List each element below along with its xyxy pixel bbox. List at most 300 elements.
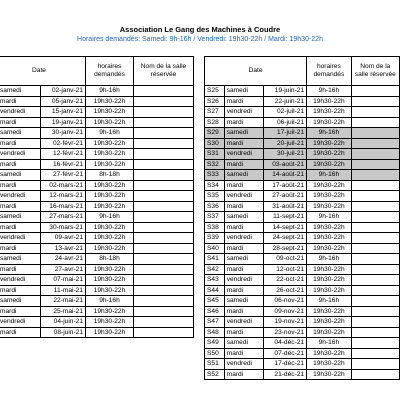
table-row [205, 306, 400, 317]
day-cell: mardi [224, 159, 263, 170]
horaires-cell: 19h30-22h [86, 201, 134, 212]
date-cell: 04-déc-21 [263, 338, 306, 349]
date-cell: 13-avr-21 [41, 243, 86, 254]
date-cell: 02-mars-21 [41, 180, 86, 191]
salle-cell [134, 159, 194, 170]
table-row [0, 180, 194, 191]
day-cell: samedi [0, 86, 41, 97]
header-date: Date [205, 57, 307, 86]
horaires-cell: 19h30-22h [307, 191, 352, 202]
day-cell: mardi [0, 96, 41, 107]
horaires-cell: 19h30-22h [307, 138, 352, 149]
session-cell: S44 [205, 285, 225, 296]
table-row [0, 233, 194, 244]
date-cell: 28-sept-21 [263, 243, 306, 254]
horaires-cell: 8h-18h [86, 170, 134, 181]
horaires-cell: 8h-18h [86, 254, 134, 265]
session-cell: S40 [205, 243, 225, 254]
day-cell: mardi [0, 306, 41, 317]
date-cell: 09-avr-21 [41, 233, 86, 244]
table-header-row [0, 57, 194, 86]
horaires-cell: 19h30-22h [307, 180, 352, 191]
table-row [205, 159, 400, 170]
salle-cell [351, 306, 399, 317]
horaires-cell: 19h30-22h [86, 117, 134, 128]
date-cell: 16-févr-21 [41, 159, 86, 170]
salle-cell [134, 191, 194, 202]
salle-cell [134, 264, 194, 275]
salle-cell [351, 222, 399, 233]
day-cell: samedi [224, 170, 263, 181]
day-cell: mardi [224, 222, 263, 233]
table-row [205, 201, 400, 212]
horaires-cell: 19h30-22h [307, 107, 352, 118]
horaires-cell: 19h30-22h [307, 359, 352, 370]
date-cell: 17-juil-21 [263, 128, 306, 139]
horaires-cell: 9h-16h [307, 170, 352, 181]
session-cell: S47 [205, 317, 225, 328]
table-row [0, 159, 194, 170]
table-row [205, 317, 400, 328]
day-cell: vendredi [224, 233, 263, 244]
day-cell: vendredi [0, 233, 41, 244]
table-row [205, 149, 400, 160]
table-row [205, 243, 400, 254]
horaires-cell: 19h30-22h [86, 107, 134, 118]
table-row [205, 264, 400, 275]
salle-cell [351, 212, 399, 223]
horaires-cell: 9h-16h [86, 86, 134, 97]
table-header-row [205, 57, 400, 86]
salle-cell [351, 170, 399, 181]
horaires-cell: 19h30-22h [307, 264, 352, 275]
salle-cell [351, 180, 399, 191]
salle-cell [134, 117, 194, 128]
date-cell: 05-janv-21 [41, 96, 86, 107]
salle-cell [134, 180, 194, 191]
table-row [0, 254, 194, 265]
salle-cell [351, 243, 399, 254]
day-cell: vendredi [0, 275, 41, 286]
date-cell: 20-juil-21 [263, 138, 306, 149]
header-horaires: horaires demandés [307, 57, 352, 86]
horaires-cell: 19h30-22h [307, 149, 352, 160]
day-cell: mardi [224, 96, 263, 107]
salle-cell [134, 138, 194, 149]
horaires-cell: 19h30-22h [307, 275, 352, 286]
horaires-cell: 19h30-22h [307, 96, 352, 107]
horaires-cell: 19h30-22h [307, 201, 352, 212]
horaires-cell: 9h-16h [307, 86, 352, 97]
horaires-cell: 19h30-22h [86, 275, 134, 286]
session-cell: S43 [205, 275, 225, 286]
day-cell: mardi [0, 243, 41, 254]
salle-cell [134, 222, 194, 233]
day-cell: vendredi [224, 317, 263, 328]
day-cell: mardi [0, 264, 41, 275]
date-cell: 02-juil-21 [263, 107, 306, 118]
date-cell: 14-sept-21 [263, 222, 306, 233]
date-cell: 11-mai-21 [41, 285, 86, 296]
day-cell: mardi [224, 327, 263, 338]
date-cell: 09-nov-21 [263, 306, 306, 317]
salle-cell [134, 96, 194, 107]
table-row [0, 86, 194, 97]
session-cell: S29 [205, 128, 225, 139]
table-row [205, 348, 400, 359]
session-cell: S37 [205, 212, 225, 223]
table-row [205, 96, 400, 107]
header-salle: Nom de la salle réservée [351, 57, 399, 86]
date-cell: 27-août-21 [263, 191, 306, 202]
session-cell: S41 [205, 254, 225, 265]
horaires-cell: 19h30-22h [86, 149, 134, 160]
salle-cell [134, 86, 194, 97]
date-cell: 17-déc-21 [263, 359, 306, 370]
salle-cell [134, 285, 194, 296]
document-title: Association Le Gang des Machines à Coudre [119, 25, 281, 34]
day-cell: mardi [224, 348, 263, 359]
date-cell: 27-févr-21 [41, 170, 86, 181]
session-cell: S28 [205, 117, 225, 128]
salle-cell [351, 348, 399, 359]
salle-cell [351, 264, 399, 275]
table-row [205, 222, 400, 233]
salle-cell [351, 233, 399, 244]
header-salle: Nom de la salle réservée [134, 57, 194, 86]
table-row [0, 327, 194, 338]
session-cell: S25 [205, 86, 225, 97]
table-row [205, 254, 400, 265]
horaires-cell: 19h30-22h [86, 233, 134, 244]
table-row [205, 117, 400, 128]
table-row [205, 180, 400, 191]
session-cell: S50 [205, 348, 225, 359]
table-row [0, 212, 194, 223]
salle-cell [351, 191, 399, 202]
date-cell: 16-mars-21 [41, 201, 86, 212]
session-cell: S27 [205, 107, 225, 118]
horaires-cell: 19h30-22h [307, 285, 352, 296]
table-row [205, 296, 400, 307]
schedule-body-left [0, 86, 194, 338]
day-cell: mardi [0, 201, 41, 212]
day-cell: samedi [0, 170, 41, 181]
date-cell: 11-sept-21 [263, 212, 306, 223]
day-cell: vendredi [0, 149, 41, 160]
horaires-cell: 19h30-22h [86, 306, 134, 317]
table-row [0, 138, 194, 149]
session-cell: S32 [205, 159, 225, 170]
horaires-cell: 19h30-22h [86, 317, 134, 328]
day-cell: samedi [224, 296, 263, 307]
schedule-body-right [205, 86, 400, 380]
salle-cell [351, 107, 399, 118]
day-cell: mardi [224, 117, 263, 128]
salle-cell [351, 285, 399, 296]
horaires-cell: 9h-16h [307, 212, 352, 223]
date-cell: 19-juin-21 [263, 86, 306, 97]
salle-cell [351, 369, 399, 380]
day-cell: samedi [0, 212, 41, 223]
horaires-cell: 9h-16h [86, 212, 134, 223]
table-row [205, 107, 400, 118]
salle-cell [134, 212, 194, 223]
horaires-cell: 9h-16h [86, 128, 134, 139]
salle-cell [351, 138, 399, 149]
horaires-cell: 19h30-22h [86, 138, 134, 149]
session-cell: S26 [205, 96, 225, 107]
horaires-cell: 19h30-22h [307, 243, 352, 254]
date-cell: 06-nov-21 [263, 296, 306, 307]
horaires-cell: 19h30-22h [86, 243, 134, 254]
day-cell: vendredi [224, 107, 263, 118]
session-cell: S48 [205, 327, 225, 338]
date-cell: 23-nov-21 [263, 327, 306, 338]
table-row [0, 117, 194, 128]
day-cell: samedi [224, 128, 263, 139]
session-cell: S51 [205, 359, 225, 370]
day-cell: mardi [0, 138, 41, 149]
salle-cell [134, 170, 194, 181]
date-cell: 30-mars-21 [41, 222, 86, 233]
session-cell: S33 [205, 170, 225, 181]
horaires-cell: 19h30-22h [307, 222, 352, 233]
date-cell: 22-oct-21 [263, 275, 306, 286]
day-cell: vendredi [224, 149, 263, 160]
horaires-cell: 19h30-22h [307, 327, 352, 338]
salle-cell [134, 306, 194, 317]
table-row [205, 369, 400, 380]
horaires-cell: 19h30-22h [307, 306, 352, 317]
horaires-cell: 9h-16h [307, 128, 352, 139]
date-cell: 19-janv-21 [41, 117, 86, 128]
table-row [0, 96, 194, 107]
salle-cell [351, 254, 399, 265]
day-cell: mardi [224, 180, 263, 191]
day-cell: vendredi [224, 275, 263, 286]
session-cell: S30 [205, 138, 225, 149]
day-cell: mardi [224, 285, 263, 296]
document-subtitle: Horaires demandés: Samedi: 9h-16h / Vendredi: 19h30-22h / Mardi: 19h30-22h [77, 36, 323, 43]
day-cell: mardi [224, 306, 263, 317]
salle-cell [351, 275, 399, 286]
table-row [205, 338, 400, 349]
salle-cell [134, 201, 194, 212]
day-cell: mardi [0, 159, 41, 170]
horaires-cell: 19h30-22h [86, 180, 134, 191]
day-cell: samedi [224, 338, 263, 349]
table-row [0, 296, 194, 307]
date-cell: 07-déc-21 [263, 348, 306, 359]
table-row [205, 275, 400, 286]
day-cell: samedi [224, 212, 263, 223]
horaires-cell: 19h30-22h [86, 191, 134, 202]
salle-cell [134, 107, 194, 118]
table-row [0, 201, 194, 212]
table-row [205, 86, 400, 97]
session-cell: S46 [205, 306, 225, 317]
day-cell: samedi [224, 254, 263, 265]
table-row [0, 149, 194, 160]
table-row [205, 170, 400, 181]
salle-cell [351, 296, 399, 307]
date-cell: 02-févr-21 [41, 138, 86, 149]
date-cell: 03-août-21 [263, 159, 306, 170]
date-cell: 17-août-21 [263, 180, 306, 191]
salle-cell [351, 128, 399, 139]
date-cell: 15-janv-21 [41, 107, 86, 118]
date-cell: 21-déc-21 [263, 369, 306, 380]
salle-cell [351, 327, 399, 338]
session-cell: S35 [205, 191, 225, 202]
day-cell: vendredi [224, 191, 263, 202]
horaires-cell: 19h30-22h [307, 369, 352, 380]
day-cell: mardi [224, 369, 263, 380]
date-cell: 09-oct-21 [263, 254, 306, 265]
day-cell: samedi [0, 128, 41, 139]
salle-cell [134, 149, 194, 160]
salle-cell [351, 359, 399, 370]
date-cell: 31-août-21 [263, 201, 306, 212]
table-row [205, 285, 400, 296]
session-cell: S38 [205, 222, 225, 233]
date-cell: 22-mai-21 [41, 296, 86, 307]
day-cell: vendredi [0, 107, 41, 118]
day-cell: vendredi [0, 191, 41, 202]
salle-cell [351, 96, 399, 107]
table-row [0, 128, 194, 139]
schedule-table-right [204, 56, 400, 380]
salle-cell [134, 327, 194, 338]
day-cell: samedi [0, 254, 41, 265]
horaires-cell: 9h-16h [307, 296, 352, 307]
salle-cell [351, 117, 399, 128]
day-cell: mardi [224, 201, 263, 212]
header-horaires: horaires demandés [86, 57, 134, 86]
date-cell: 07-mai-21 [41, 275, 86, 286]
date-cell: 30-juil-21 [263, 149, 306, 160]
table-row [0, 222, 194, 233]
day-cell: vendredi [224, 359, 263, 370]
horaires-cell: 19h30-22h [307, 233, 352, 244]
date-cell: 30-janv-21 [41, 128, 86, 139]
header-date: Date [0, 57, 86, 86]
date-cell: 24-avr-21 [41, 254, 86, 265]
table-row [0, 317, 194, 328]
horaires-cell: 19h30-22h [307, 159, 352, 170]
date-cell: 12-oct-21 [263, 264, 306, 275]
session-cell: S52 [205, 369, 225, 380]
table-row [0, 191, 194, 202]
table-row [0, 107, 194, 118]
horaires-cell: 19h30-22h [86, 264, 134, 275]
day-cell: mardi [0, 222, 41, 233]
day-cell: samedi [0, 296, 41, 307]
salle-cell [134, 254, 194, 265]
table-row [0, 306, 194, 317]
schedule-table-left [0, 56, 194, 338]
session-cell: S34 [205, 180, 225, 191]
table-row [205, 233, 400, 244]
horaires-cell: 9h-16h [86, 296, 134, 307]
day-cell: mardi [224, 138, 263, 149]
session-cell: S42 [205, 264, 225, 275]
date-cell: 12-févr-21 [41, 149, 86, 160]
table-row [205, 191, 400, 202]
horaires-cell: 19h30-22h [307, 117, 352, 128]
horaires-cell: 9h-16h [307, 254, 352, 265]
table-row [205, 128, 400, 139]
table-row [205, 327, 400, 338]
session-cell: S31 [205, 149, 225, 160]
session-cell: S36 [205, 201, 225, 212]
horaires-cell: 19h30-22h [86, 222, 134, 233]
date-cell: 14-août-21 [263, 170, 306, 181]
day-cell: mardi [224, 243, 263, 254]
salle-cell [134, 296, 194, 307]
salle-cell [351, 159, 399, 170]
date-cell: 04-juin-21 [41, 317, 86, 328]
horaires-cell: 19h30-22h [307, 317, 352, 328]
day-cell: mardi [0, 327, 41, 338]
salle-cell [134, 243, 194, 254]
date-cell: 26-oct-21 [263, 285, 306, 296]
date-cell: 06-juil-21 [263, 117, 306, 128]
table-row [205, 138, 400, 149]
date-cell: 27-mars-21 [41, 212, 86, 223]
horaires-cell: 19h30-22h [86, 96, 134, 107]
salle-cell [351, 317, 399, 328]
table-row [0, 243, 194, 254]
session-cell: S49 [205, 338, 225, 349]
table-row [0, 275, 194, 286]
day-cell: mardi [0, 117, 41, 128]
date-cell: 22-juin-21 [263, 96, 306, 107]
salle-cell [134, 128, 194, 139]
date-cell: 24-sept-21 [263, 233, 306, 244]
day-cell: samedi [224, 86, 263, 97]
session-cell: S39 [205, 233, 225, 244]
table-row [205, 212, 400, 223]
horaires-cell: 9h-16h [307, 338, 352, 349]
salle-cell [351, 338, 399, 349]
day-cell: vendredi [0, 317, 41, 328]
table-row [205, 359, 400, 370]
salle-cell [351, 201, 399, 212]
horaires-cell: 19h30-22h [86, 159, 134, 170]
date-cell: 08-juin-21 [41, 327, 86, 338]
table-row [0, 285, 194, 296]
salle-cell [134, 317, 194, 328]
horaires-cell: 19h30-22h [307, 348, 352, 359]
salle-cell [351, 86, 399, 97]
day-cell: mardi [224, 264, 263, 275]
salle-cell [134, 275, 194, 286]
horaires-cell: 19h30-22h [86, 327, 134, 338]
date-cell: 12-mars-21 [41, 191, 86, 202]
salle-cell [351, 149, 399, 160]
date-cell: 02-janv-21 [41, 86, 86, 97]
salle-cell [134, 233, 194, 244]
table-row [0, 264, 194, 275]
date-cell: 27-avr-21 [41, 264, 86, 275]
date-cell: 19-nov-21 [263, 317, 306, 328]
table-row [0, 170, 194, 181]
horaires-cell: 19h30-22h [86, 285, 134, 296]
date-cell: 25-mai-21 [41, 306, 86, 317]
session-cell: S45 [205, 296, 225, 307]
